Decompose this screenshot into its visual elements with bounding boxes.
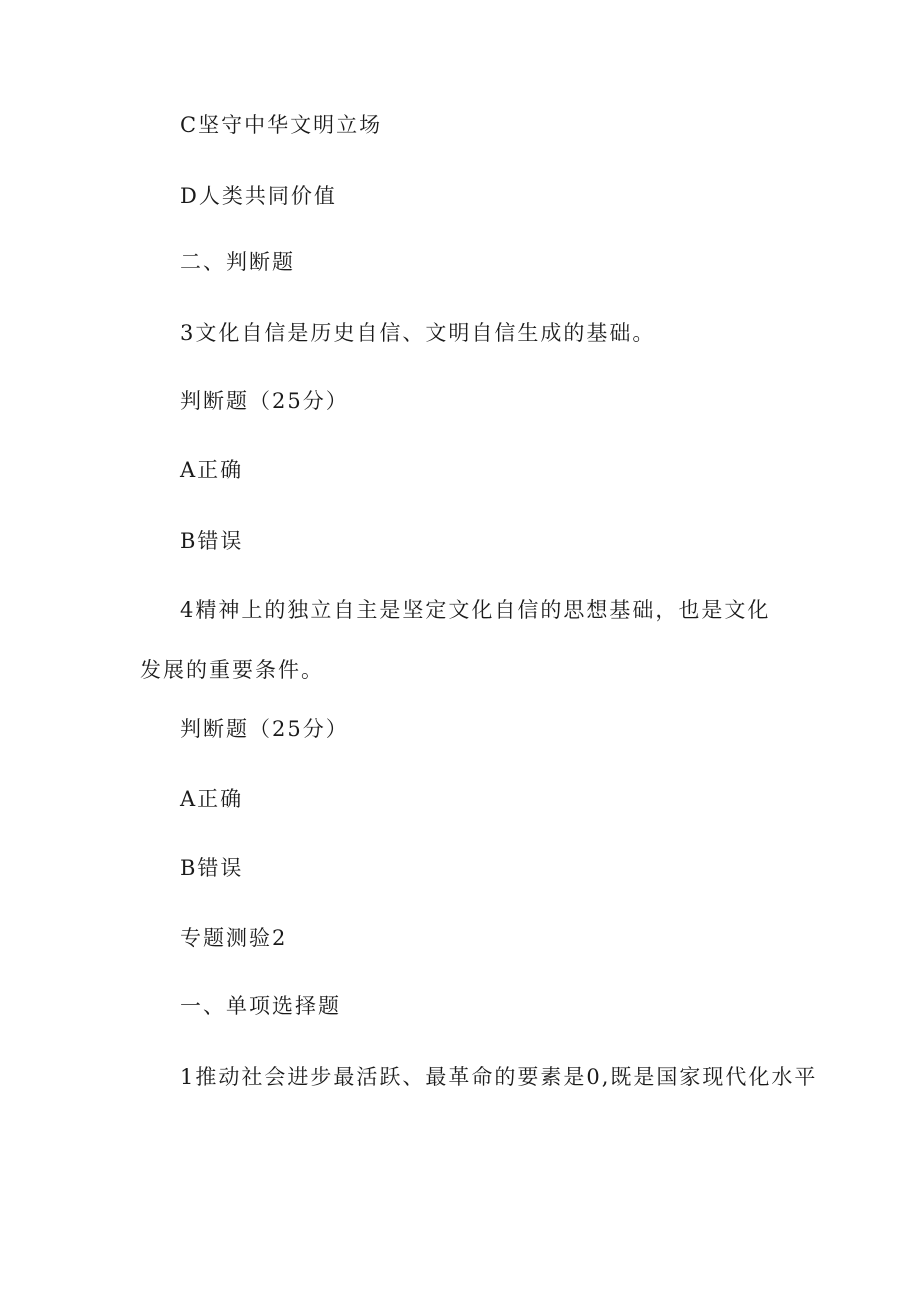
- question-1: 1推动社会进步最活跃、最革命的要素是0,既是国家现代化水平: [180, 1065, 818, 1089]
- question-type-label: 判断题（25分）: [180, 389, 349, 413]
- section-heading-judgment: 二、判断题: [180, 250, 295, 274]
- option-c: C坚守中华文明立场: [180, 113, 383, 137]
- option-a: A正确: [180, 458, 244, 482]
- section-heading-single-choice: 一、单项选择题: [180, 994, 341, 1018]
- question-3: 3文化自信是历史自信、文明自信生成的基础。: [180, 321, 656, 345]
- topic-quiz-heading: 专题测验2: [180, 926, 288, 950]
- question-type-label: 判断题（25分）: [180, 717, 349, 741]
- option-b: B错误: [180, 529, 244, 553]
- option-b: B错误: [180, 856, 244, 880]
- question-4: 4精神上的独立自主是坚定文化自信的思想基础，也是文化发展的重要条件。: [140, 598, 771, 682]
- option-d: D人类共同价值: [180, 184, 337, 208]
- option-a: A正确: [180, 787, 244, 811]
